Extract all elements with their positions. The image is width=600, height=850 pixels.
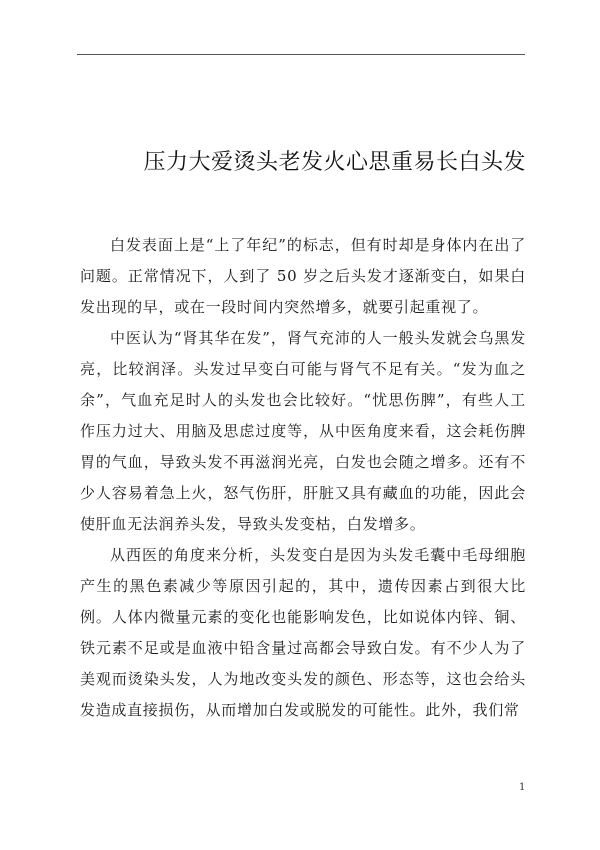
paragraph-2: 中医认为“肾其华在发”，肾气充沛的人一般头发就会乌黑发亮，比较润泽。头发过早变白可能与肾气不足有关。“发为血之余”，气血充足时人的头发也会比较好。“忧思伤脾”，有些人工作压力过大、用脑及思虑过度等，从中医角度来看，这会耗伤脾胃的气血，导致头发不再滋润光亮，白发也会随之增多。还有不少人容易着急上火，怒气伤肝，肝脏又具有藏血的功能，因此会使肝血无法润养头发，导致头发变枯，白发增多。 — [80, 329, 526, 533]
document-title: 压力大爱烫头老发火心思重易长白头发 — [143, 150, 526, 175]
paragraph-1: 白发表面上是“上了年纪”的标志，但有时却是身体内在出了问题。正常情况下，人到了 50 岁之后头发才逐渐变白，如果白发出现的早，或在一段时间内突然增多，就要引起重视了。 — [80, 236, 526, 316]
document-body — [80, 230, 526, 726]
page-number: 1 — [519, 782, 526, 793]
header-rule — [77, 54, 525, 55]
paragraph-3: 从西医的角度来分析，头发变白是因为头发毛囊中毛母细胞产生的黑色素减少等原因引起的，其中，遗传因素占到很大比例。人体内微量元素的变化也能影响发色，比如说体内锌、铜、铁元素不足或是血液中铅含量过高都会导致白发。有不少人为了美观而烫染头发，人为地改变头发的颜色、形态等，这也会给头发造成直接损伤，从而增加白发或脱发的可能性。此外，我们常 — [80, 546, 526, 719]
